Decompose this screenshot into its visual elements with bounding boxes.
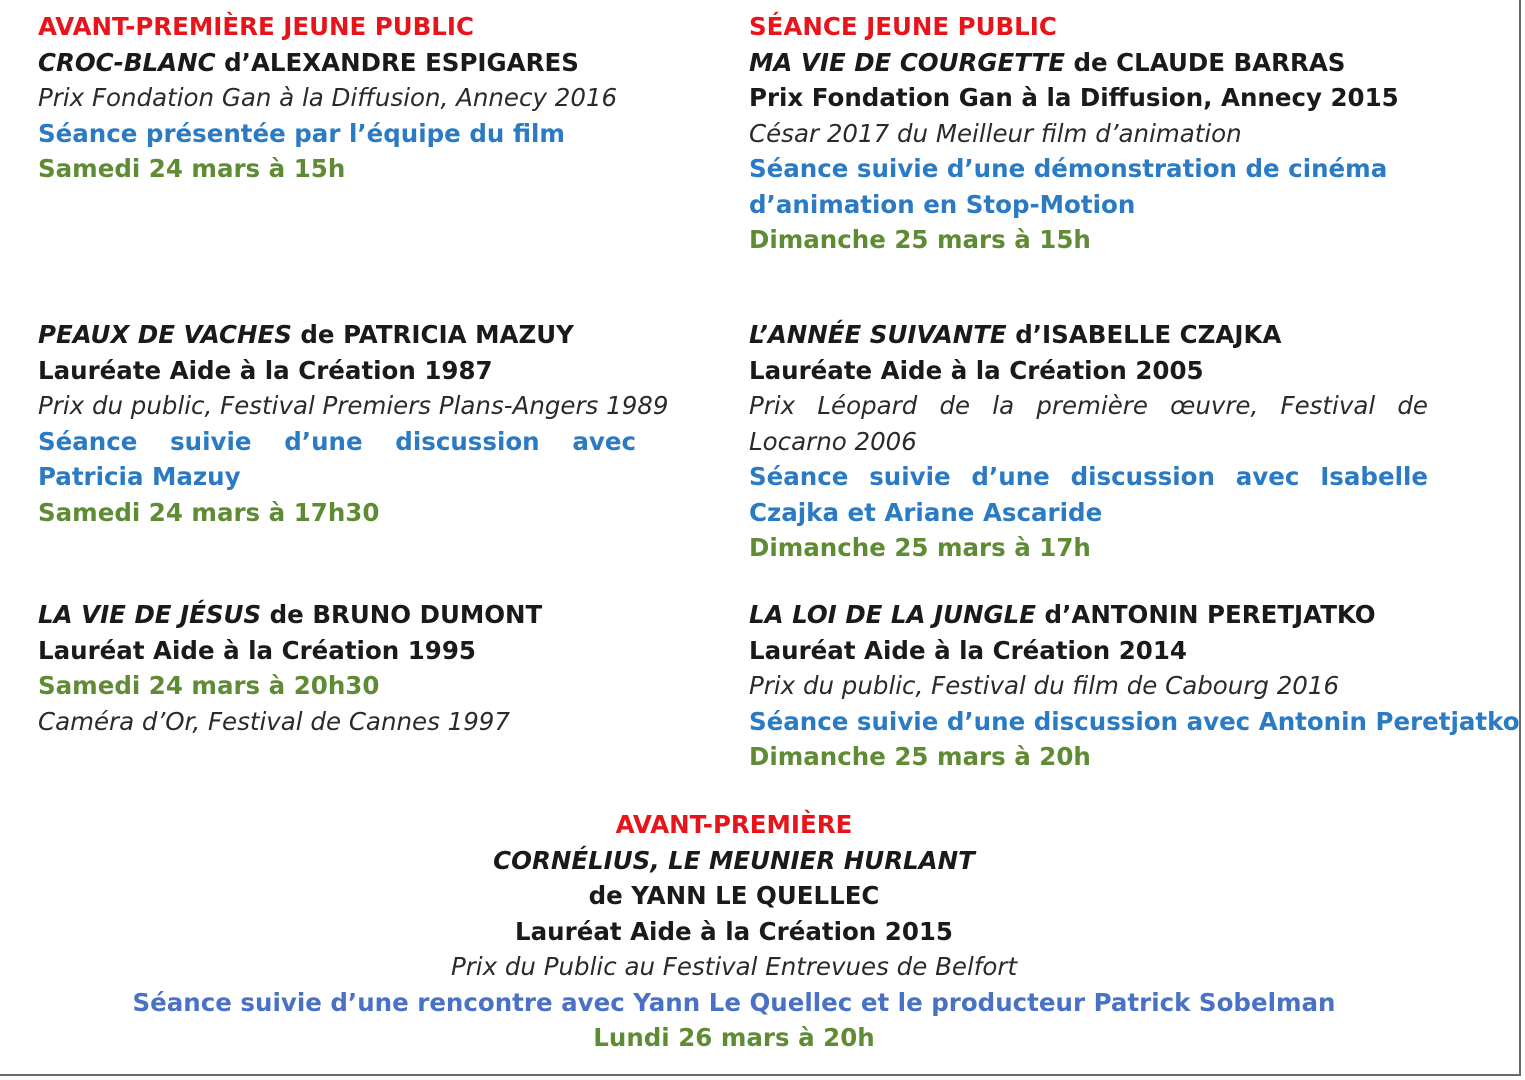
event-text: Séance suivie d’une discussion avec Antonin Peretjatko — [749, 706, 1520, 736]
film-title-line — [749, 317, 1428, 353]
prize-text: Caméra d’Or, Festival de Cannes 1997 — [38, 706, 510, 736]
film-title: LA VIE DE JÉSUS — [38, 600, 262, 629]
award-text: Lauréate Aide à la Création 2005 — [749, 355, 1204, 385]
director-name: BRUNO DUMONT — [312, 600, 543, 629]
director-name: CLAUDE BARRAS — [1116, 47, 1346, 77]
prize-text: Prix du Public au Festival Entrevues de Belfort — [450, 952, 1018, 981]
screening-courgette — [749, 9, 1449, 258]
film-title-line — [38, 597, 678, 633]
screening-vie-de-jesus — [38, 597, 678, 739]
event-text: Séance suivie d’une discussion avec Patricia Mazuy — [38, 426, 636, 491]
screening-date: Dimanche 25 mars à 20h — [749, 742, 1091, 771]
screening-peaux-de-vaches — [38, 317, 669, 530]
film-title-line — [38, 45, 678, 81]
screening-label: AVANT-PREMIÈRE JEUNE PUBLIC — [38, 12, 475, 41]
screening-annee-suivante — [749, 317, 1428, 566]
prize-text: Prix Léopard de la première œuvre, Festival de Locarno 2006 — [749, 391, 1428, 456]
screening-date: Lundi 26 mars à 20h — [593, 1023, 875, 1052]
prize-text: Prix Fondation Gan à la Diffusion, Annecy 2016 — [38, 83, 618, 112]
prize-text: Prix du public, Festival Premiers Plans-Angers 1989 — [38, 391, 669, 420]
film-title: CROC-BLANC — [38, 47, 216, 77]
event-text: Séance suivie d’une discussion avec Isabelle Czajka et Ariane Ascaride — [749, 462, 1428, 527]
film-title-line — [749, 45, 1449, 81]
award-text: Lauréat Aide à la Création 2015 — [515, 916, 953, 946]
screening-date: Samedi 24 mars à 17h30 — [38, 497, 380, 527]
director-name: ISABELLE CZAJKA — [1042, 320, 1282, 349]
film-title: CORNÉLIUS, LE MEUNIER HURLANT — [493, 845, 975, 875]
director-prefix: de — [1064, 47, 1117, 77]
prize-text: Prix du public, Festival du film de Cabourg 2016 — [749, 671, 1340, 700]
award-text: Lauréat Aide à la Création 2014 — [749, 635, 1187, 665]
director-name: PATRICIA MAZUY — [343, 320, 574, 349]
event-text-line2: d’animation en Stop-Motion — [749, 189, 1136, 219]
film-title-line — [0, 843, 1468, 879]
film-title-line — [38, 317, 636, 353]
award-text: Lauréat Aide à la Création 1995 — [38, 635, 476, 665]
screening-croc-blanc — [38, 9, 678, 187]
screening-label: AVANT-PREMIÈRE — [615, 810, 853, 839]
director-prefix: de — [291, 320, 344, 349]
director-name: ANTONIN PERETJATKO — [1071, 600, 1376, 629]
event-text: Séance présentée par l’équipe du film — [38, 118, 565, 148]
film-title: PEAUX DE VACHES — [38, 320, 292, 349]
screening-date: Dimanche 25 mars à 15h — [749, 225, 1091, 254]
award-text: Lauréate Aide à la Création 1987 — [38, 355, 493, 385]
event-text-line1: Séance suivie d’une démonstration de cinéma — [749, 154, 1388, 183]
event-text: Séance suivie d’une rencontre avec Yann Le Quellec et le producteur Patrick Sobelman — [132, 987, 1336, 1017]
film-title: L’ANNÉE SUIVANTE — [749, 320, 1007, 349]
director-name: ALEXANDRE ESPIGARES — [250, 47, 579, 77]
screening-loi-de-la-jungle — [749, 597, 1520, 775]
award-text: Prix Fondation Gan à la Diffusion, Annecy 2015 — [749, 83, 1399, 112]
prize-text: César 2017 du Meilleur film d’animation — [749, 118, 1242, 148]
director-line: de YANN LE QUELLEC — [588, 881, 880, 910]
director-prefix: de — [261, 600, 313, 629]
film-title-line — [749, 597, 1449, 633]
director-prefix: d’ — [215, 47, 251, 77]
screening-date: Samedi 24 mars à 15h — [38, 154, 346, 183]
director-prefix: d’ — [1006, 320, 1043, 349]
screening-date: Samedi 24 mars à 20h30 — [38, 671, 380, 700]
director-prefix: d’ — [1036, 600, 1072, 629]
film-title: LA LOI DE LA JUNGLE — [749, 600, 1036, 629]
screening-date: Dimanche 25 mars à 17h — [749, 533, 1091, 562]
screening-label: SÉANCE JEUNE PUBLIC — [749, 12, 1057, 41]
film-title: MA VIE DE COURGETTE — [749, 47, 1065, 77]
screening-cornelius — [0, 807, 1468, 1056]
